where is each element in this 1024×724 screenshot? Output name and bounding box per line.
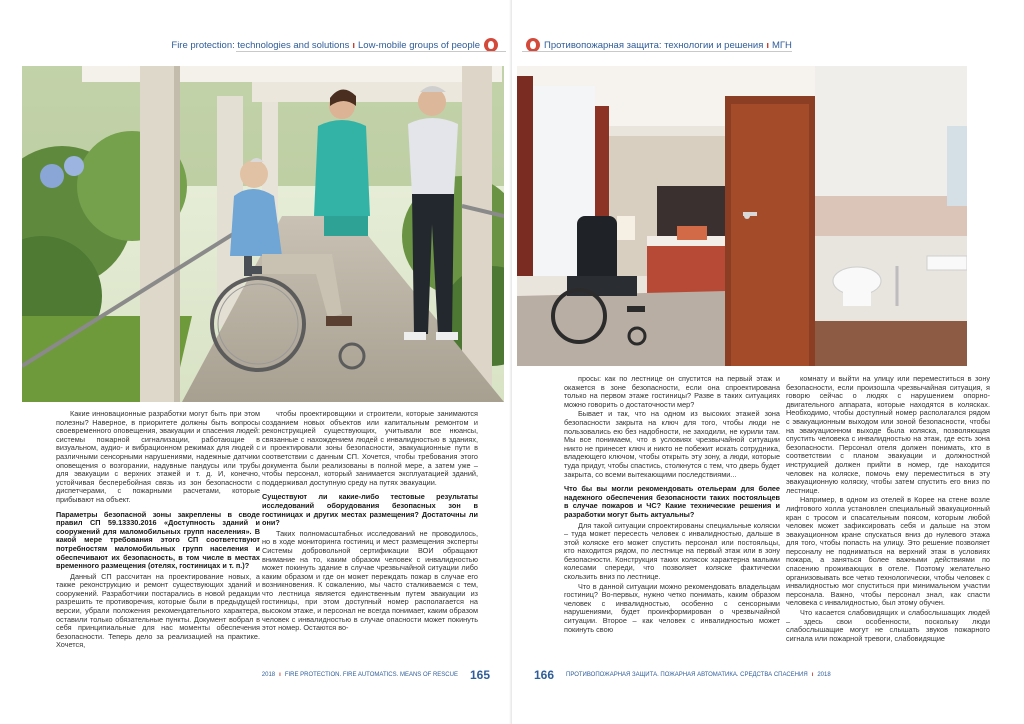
answer-paragraph: Данный СП рассчитан на проектирование новых, а также реконструкцию и ремонт существующих зданий и сооружений. Разработчики постарались в новой редакции разрешить те противоречия, которые были в предыдущей версии, убрали положения рекомендательного характера, оставили только обязательные пункты. Документ вобрал в себя принципиальные для нас моменты обеспечения безопасности. Теперь дело за реализацией на практике. Хочется,	[56, 571, 260, 650]
header-rule	[236, 51, 506, 52]
answer-paragraph: комнату и выйти на улицу или переместиться в зону безопасности, если произошла чрезвычайная ситуация, я говорю сейчас о людях с нарушением опорно-двигательного аппарата, которые находятся в колясках. Необходимо, чтобы доступный номер располагался рядом с эвакуационным выходом или зоной безопасности, чтобы на эвакуационном выходе была коляска, позволяющая спустить человека с инвалидностью на этаж, где есть зона безопасности. Персонал отеля должен понимать, кто в соответствии с планом эвакуации и должностной инструкцией должен прийти в номер, где находится человек на коляске, помочь ему переместиться в эту эвакуационную коляску, чтобы затем спустить его вниз по лестнице.	[786, 375, 990, 495]
page-number: 166	[534, 668, 555, 682]
running-header-right	[522, 38, 792, 52]
accessible-hotel-room-photo	[517, 66, 967, 366]
answer-paragraph: просы: как по лестнице он спустится на первый этаж и окажется в зоне безопасности, если она спроектирована только на первом этаже гостиницы? Разве в таких ситуациях можно говорить о достаточности мер?	[564, 375, 780, 409]
header-section: Fire protection: technologies and solutions	[171, 39, 350, 51]
answer-paragraph: Таких полномасштабных исследований не проводилось, но в ходе мониторинга гостиниц и мест размещения эксперты Системы добровольной сертификации ВОИ обращают внимание на то, каким образом человек с инвалидностью может покинуть здание в случае чрезвычайной ситуации либо каким образом и где он может переждать пожар в случае его возникновения. К сожалению, мы часто сталкиваемся с тем, что лестница является единственным путем эвакуации из гостиницы, при этом доступный номер располагается на высоком этаже, и персонал не всегда понимает, каким образом человек с инвалидностью в случае опасности может покинуть этот номер. Остаются во-	[262, 528, 478, 633]
photo-illustration	[517, 66, 967, 366]
header-separator: ı	[352, 39, 355, 51]
footer-year: 2018	[261, 672, 276, 678]
footer-separator: ı	[279, 672, 281, 678]
answer-paragraph: Для такой ситуации спроектированы специальные коляски – туда может пересесть человек с инвалидностью, дальше в этой коляске его может спустить персонал или постояльцы, кто находится рядом, по лестнице на первый этаж или в зону безопасности. Конструкция таких колясок характерна малыми колесами спереди, что позволяет коляске фактически скользить вниз по лестнице.	[564, 520, 780, 582]
footer-separator: ı	[811, 672, 814, 678]
flame-icon	[526, 38, 540, 52]
answer-paragraph: Что в данной ситуации можно рекомендовать владельцам гостиниц? Во-первых, нужно четко понимать, каким образом человек с инвалидностью, особенно с сенсорными нарушениями, будет проинформирован о чрезвычайной ситуации. Второе – как человек с инвалидностью может покинуть свою	[564, 581, 780, 634]
answer-paragraph: Какие инновационные разработки могут быть при этом полезны? Наверное, в приоритете должны быть вопросы своевременного оповещения, эвакуации и спасения людей: системы пожарной сигнализации, работающие в визуальном, аудио- и вибрационном режимах для людей с различными сенсорными нарушениями, надежные датчики оповещения о возгорании, надувные пандусы или трубы для эвакуации с верхних этажей и т. д. И, конечно, устойчивая бесперебойная связь из зон безопасности с диспетчерами, с пожарными расчетами, которые прибывают на объект.	[56, 410, 260, 504]
text-column-3	[564, 375, 780, 661]
footer-left	[262, 668, 490, 682]
answer-paragraph: чтобы проектировщики и строители, которые занимаются созданием новых объектов или капитальным ремонтом и реконструкцией существующих, учитывали все нюансы, связанные с нахождением людей с инвалидностью в зданиях, и проектировали зоны безопасности, эвакуационные пути в соответствии с данным СП. Хочется, чтобы требования этого документа были реализованы в полной мере, а затем уже – чтобы персонал, который занимается эксплуатацией зданий, поддерживал доступную среду на путях эвакуации.	[262, 410, 478, 487]
flame-icon	[484, 38, 498, 52]
footer-right	[534, 668, 831, 682]
answer-paragraph: Что касается слабовидящих и слабослышащих людей – здесь свои особенности, поскольку люди слабослышащие могут не слышать звуков пожарного сигнала или пожарной тревоги, слабовидящие	[786, 608, 990, 643]
footer-journal: ПРОТИВОПОЖАРНАЯ ЗАЩИТА. ПОЖАРНАЯ АВТОМАТИКА. СРЕДСТВА СПАСЕНИЯ	[566, 672, 808, 678]
photo-illustration	[22, 66, 504, 402]
header-rule	[522, 51, 792, 52]
header-topic: МГН	[772, 39, 792, 51]
footer-year: 2018	[817, 672, 831, 678]
text-column-2	[262, 410, 478, 662]
running-header-left	[171, 38, 502, 52]
question-paragraph: Существуют ли какие-либо тестовые результаты исследований оборудования безопасных зон в гостиницах и других местах размещения? Достаточны ли они?	[262, 492, 478, 528]
header-section: Противопожарная защита: технологии и решения	[544, 39, 764, 51]
page-number: 165	[469, 668, 490, 682]
page-166	[512, 0, 1024, 724]
answer-paragraph: Бывает и так, что на одном из высоких этажей зона безопасности закрыта на ключ для того, чтобы люди не пользовались ею без надобности, не заходили, не курили там. Мы все понимаем, что в условиях чрезвычайной ситуации никто не принесет ключ и никто не побежит искать сотрудника, владеющего ключом, чтобы открыть эту зону, а люди, которые туда придут, чтобы спастись, столкнутся с тем, что дверь будет закрыта, со всеми вытекающими последствиями...	[564, 409, 780, 479]
footer-journal: FIRE PROTECTION. FIRE AUTOMATICS. MEANS OF RESCUE	[284, 672, 458, 678]
text-column-1	[56, 410, 260, 662]
nurse-elderly-wheelchair-photo	[22, 66, 504, 402]
question-paragraph: Что бы вы могли рекомендовать отельерам для более надежного обеспечения безопасности таких постояльцев в случае пожаров и ЧС? Какие технические решения и разработки могут быть актуальны?	[564, 484, 780, 519]
header-topic: Low-mobile groups of people	[358, 39, 480, 51]
header-separator: ı	[766, 39, 769, 51]
answer-paragraph: Например, в одном из отелей в Корее на стене возле лифтового холла установлен специальный эвакуационный кран с тросом и спасательным поясом, которым любой человек может зафиксировать себя и дальше на этом эвакуационном кране спускаться вниз до нулевого этажа для того, чтобы попасть на улицу. Это решение позволяет персоналу не подниматься на верхний этаж в условиях пожара, а заняться более важными действиями по спасению проживающих в отеле. Поэтому желательно организовывать все четко технологически, чтобы человек с инвалидностью мог спуститься при минимальном участии персонала. Важно, чтобы персонал знал, как спасти человека с инвалидностью, был этому обучен.	[786, 495, 990, 608]
question-paragraph: Параметры безопасной зоны закреплены в своде правил СП 59.13330.2016 «Доступность зданий и сооружений для маломобильных групп населения». В какой мере требования этого СП соответствуют потребностям маломобильных групп населения и обеспечивают их безопасность, в том числе в местах временного размещения (отелях, гостиницах и т. п.)?	[56, 509, 260, 571]
text-column-4	[786, 375, 990, 661]
